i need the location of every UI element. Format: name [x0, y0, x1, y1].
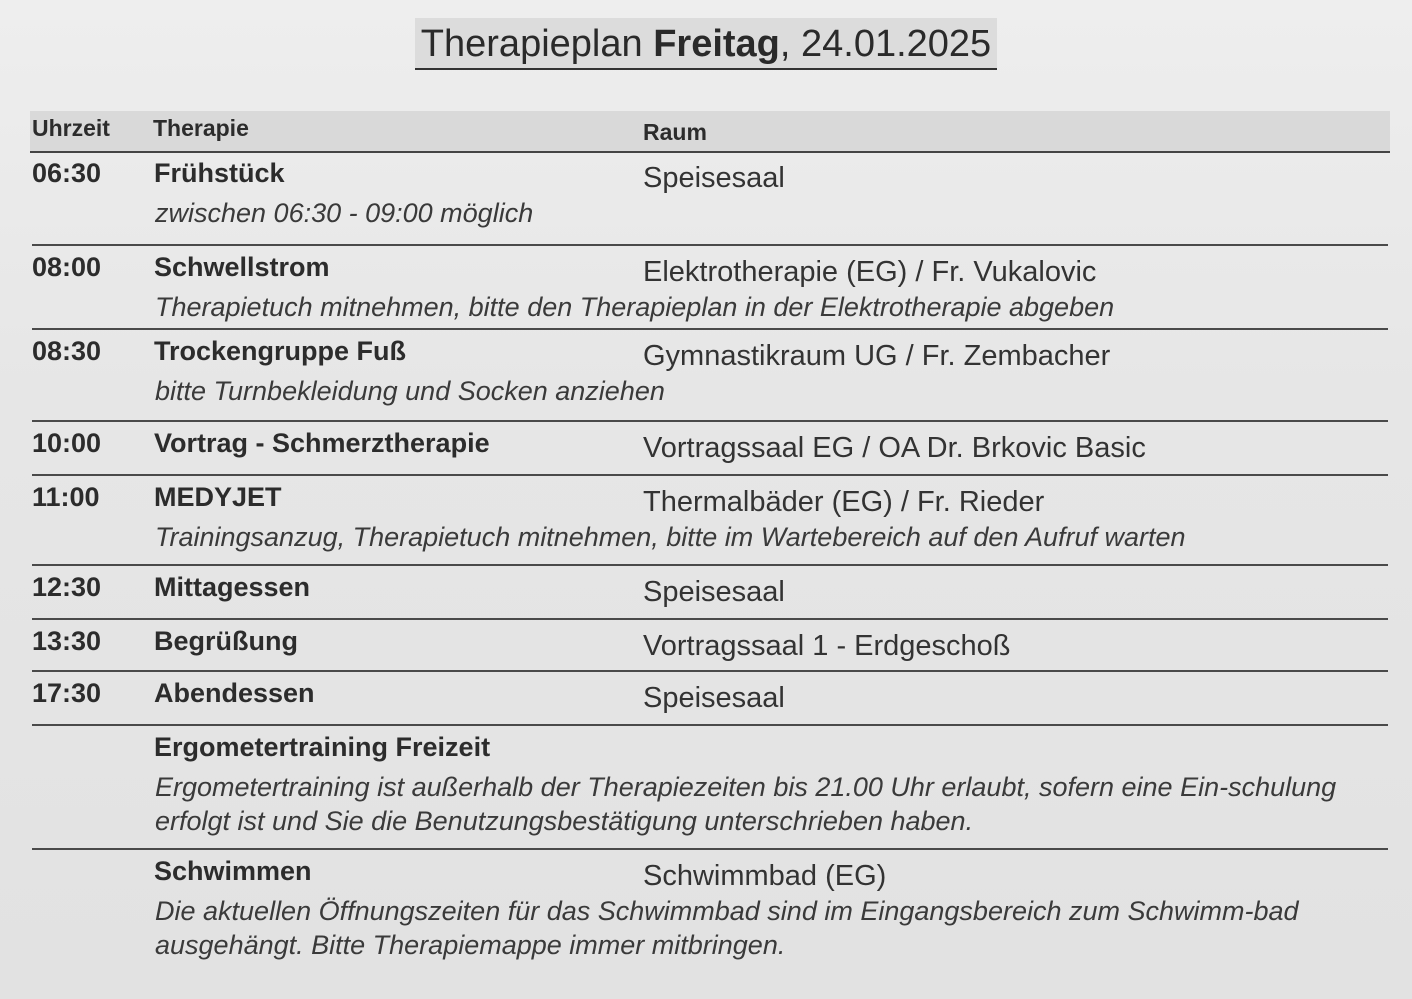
row-note: Ergometertraining ist außerhalb der Therapiezeiten bis 21.00 Uhr erlaubt, sofern eine Ein-schulung erfolgt ist und Sie die Benutzungsbestätigung unterschrieben haben. [155, 772, 1337, 836]
row-room: Thermalbäder (EG) / Fr. Rieder [643, 486, 1045, 518]
row-therapy: Mittagessen [154, 572, 311, 602]
table-row [32, 672, 1388, 726]
table-header [30, 111, 1390, 153]
table-row [32, 330, 1388, 422]
row-room: Speisesaal [643, 576, 785, 608]
row-time: 17:30 [32, 678, 102, 708]
row-time: 10:00 [32, 428, 102, 458]
row-note: Therapietuch mitnehmen, bitte den Therapieplan in der Elektrotherapie abgeben [155, 292, 1115, 322]
row-therapy: Begrüßung [154, 626, 298, 656]
row-room: Speisesaal [643, 162, 785, 194]
row-room: Schwimmbad (EG) [643, 860, 887, 892]
row-time: 12:30 [32, 572, 102, 602]
row-note: bitte Turnbekleidung und Socken anziehen [155, 376, 665, 406]
table-row [32, 620, 1388, 672]
row-therapy: Frühstück [154, 158, 285, 188]
table-row [32, 152, 1388, 246]
row-therapy: Schwellstrom [154, 252, 330, 282]
column-header-time: Uhrzeit [32, 115, 110, 141]
row-time: 08:00 [32, 252, 102, 282]
row-note: Die aktuellen Öffnungszeiten für das Schwimmbad sind im Eingangsbereich zum Schwimm-bad ausgehängt. Bitte Therapiemappe immer mitbringen. [155, 896, 1299, 960]
row-room: Vortragssaal 1 - Erdgeschoß [643, 630, 1011, 662]
row-time: 08:30 [32, 336, 102, 366]
row-room: Vortragssaal EG / OA Dr. Brkovic Basic [643, 432, 1146, 464]
row-room: Gymnastikraum UG / Fr. Zembacher [643, 340, 1111, 372]
table-row [32, 566, 1388, 620]
table-row [32, 850, 1388, 980]
row-therapy: Ergometertraining Freizeit [154, 732, 491, 762]
title-container [0, 18, 1412, 70]
column-header-room: Raum [643, 119, 707, 145]
title-prefix: Therapieplan [420, 23, 643, 65]
title-date: , 24.01.2025 [779, 23, 992, 65]
row-note: zwischen 06:30 - 09:00 möglich [155, 198, 534, 228]
row-therapy: Trockengruppe Fuß [154, 336, 407, 366]
table-row [32, 476, 1388, 566]
row-time: 11:00 [32, 482, 100, 512]
row-room: Speisesaal [643, 682, 785, 714]
title-day: Freitag [653, 23, 780, 65]
row-time: 13:30 [32, 626, 102, 656]
row-therapy: MEDYJET [154, 482, 282, 512]
row-time: 06:30 [32, 158, 102, 188]
row-room: Elektrotherapie (EG) / Fr. Vukalovic [643, 256, 1097, 288]
table-row [32, 726, 1388, 850]
row-note: Trainingsanzug, Therapietuch mitnehmen, bitte im Wartebereich auf den Aufruf warten [155, 522, 1186, 552]
row-therapy: Vortrag - Schmerztherapie [154, 428, 490, 458]
table-row [32, 422, 1388, 476]
row-therapy: Schwimmen [154, 856, 312, 886]
page-title [415, 18, 997, 70]
table-row [32, 246, 1388, 330]
column-header-therapy: Therapie [153, 115, 249, 141]
row-therapy: Abendessen [154, 678, 315, 708]
